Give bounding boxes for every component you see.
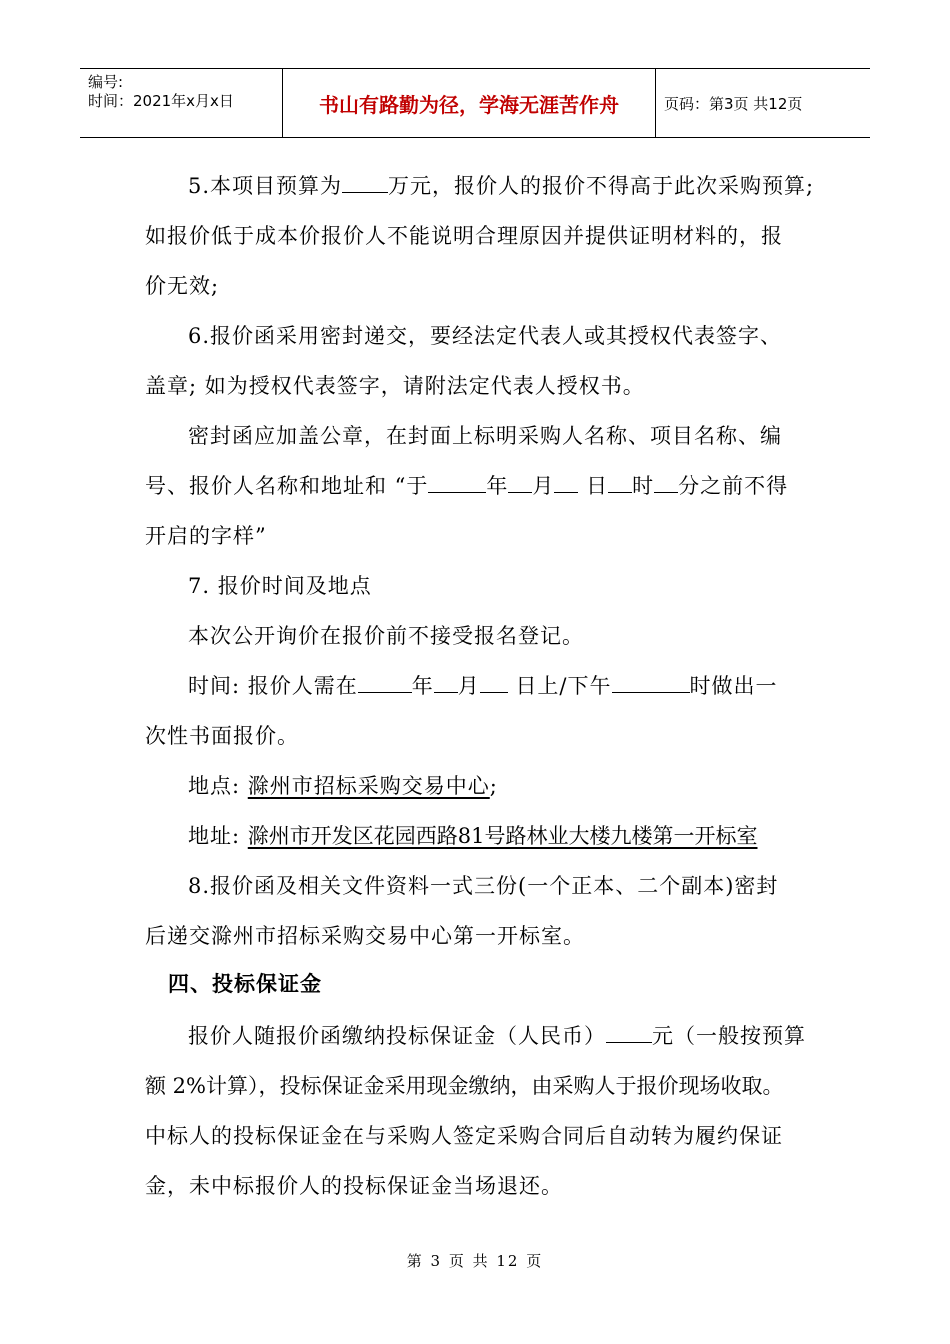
paragraph-line: 地点: 滁州市招标采购交易中心; — [188, 774, 498, 798]
paragraph-line: 本次公开询价在报价前不接受报名登记。 — [188, 624, 584, 648]
header-meta — [80, 69, 283, 137]
paragraph-line: 地址: 滁州市开发区花园西路81号路林业大楼九楼第一开标室 — [188, 824, 758, 848]
paragraph-line: 5.本项目预算为 万元，报价人的报价不得高于此次采购预算; — [188, 174, 815, 198]
paragraph-line: 后递交滁州市招标采购交易中心第一开标室。 — [145, 924, 585, 948]
paragraph-line: 7. 报价时间及地点 — [188, 574, 372, 598]
paragraph-line: 如报价低于成本价报价人不能说明合理原因并提供证明材料的，报 — [145, 224, 783, 248]
paragraph-line: 报价人随报价函缴纳投标保证金（人民币） 元（一般按预算 — [188, 1024, 806, 1048]
header-motto: 书山有路勤为径，学海无涯苦作舟 — [283, 69, 656, 137]
paragraph-line: 时间: 报价人需在 年 月 日上/下午 时做出一 — [188, 674, 778, 698]
address-link: 滁州市开发区花园西路81号路林业大楼九楼第一开标室 — [247, 824, 758, 848]
header-page-info: 页码：第3页 共12页 — [664, 94, 803, 113]
paragraph-line: 8.报价函及相关文件资料一式三份(一个正本、二个副本)密封 — [188, 874, 779, 898]
time-label: 时间：2021年x月x日 — [88, 92, 234, 110]
page-footer: 第 3 页 共 12 页 — [406, 1252, 544, 1270]
paragraph-line: 次性书面报价。 — [145, 724, 299, 748]
paragraph-line: 价无效; — [145, 274, 220, 298]
paragraph-line: 开启的字样” — [145, 524, 267, 548]
number-label: 编号: — [88, 73, 124, 91]
paragraph-line: 盖章; 如为授权代表签字，请附法定代表人授权书。 — [145, 374, 645, 398]
paragraph-line: 额 2%计算），投标保证金采用现金缴纳，由采购人于报价现场收取。 — [145, 1074, 784, 1098]
location-link: 滁州市招标采购交易中心 — [247, 774, 490, 798]
page-header — [80, 68, 870, 138]
paragraph-line: 金，未中标报价人的投标保证金当场退还。 — [145, 1174, 563, 1198]
paragraph-line: 号、报价人名称和地址和 “于 年 月 日 时 分之前不得 — [145, 474, 789, 498]
section-heading: 四、投标保证金 — [168, 972, 322, 996]
paragraph-line: 密封函应加盖公章，在封面上标明采购人名称、项目名称、编 — [188, 424, 782, 448]
paragraph-line: 中标人的投标保证金在与采购人签定采购合同后自动转为履约保证 — [145, 1124, 783, 1148]
paragraph-line: 6.报价函采用密封递交，要经法定代表人或其授权代表签字、 — [188, 324, 783, 348]
